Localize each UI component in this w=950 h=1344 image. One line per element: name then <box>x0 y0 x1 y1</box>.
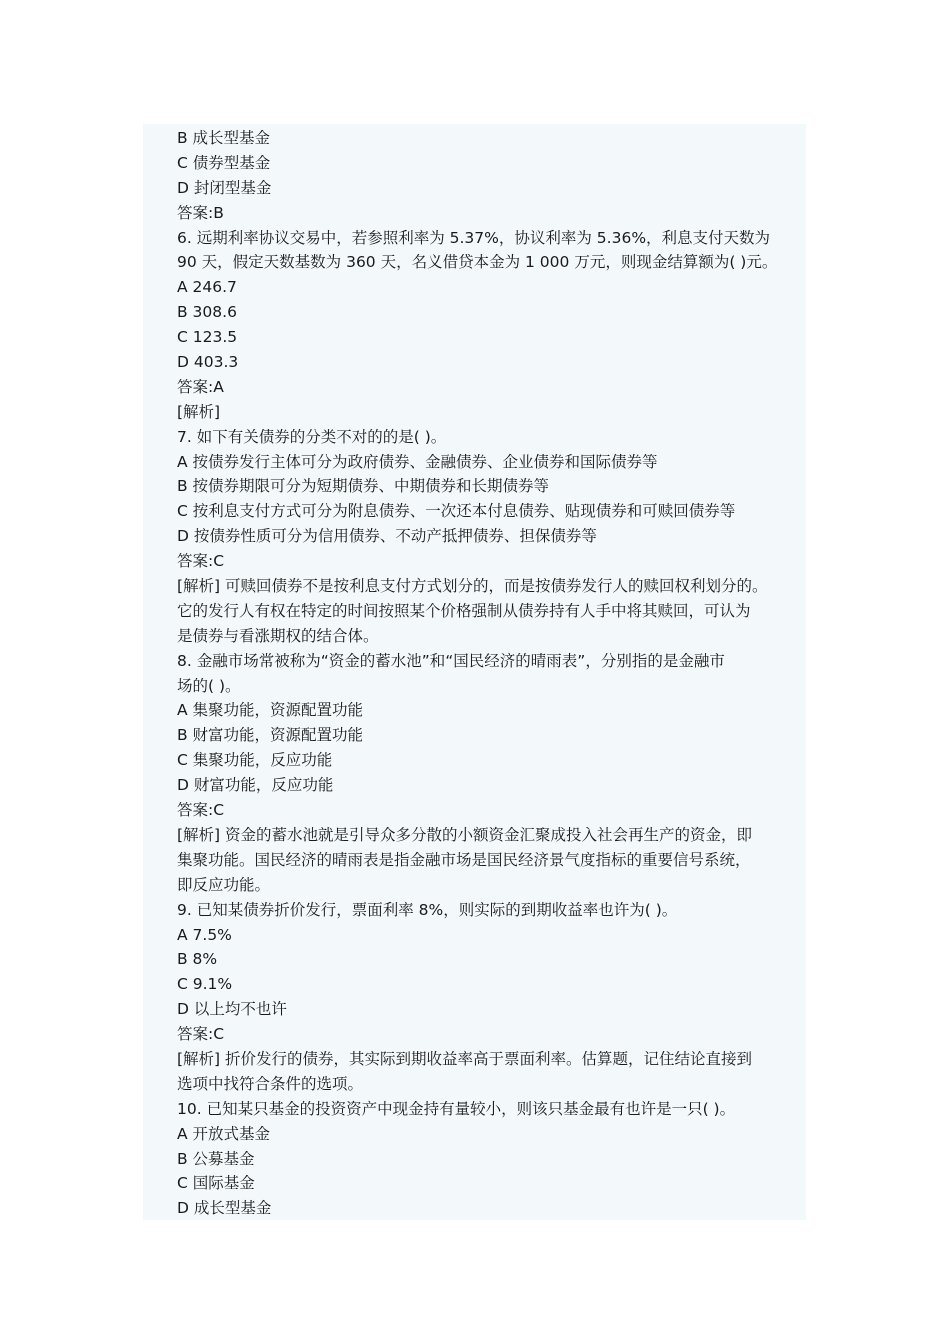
question-line: 6. 远期利率协议交易中，若参照利率为 5.37%，协议利率为 5.36%，利息支付天数为 <box>177 228 771 247</box>
option-line: B 308.6 <box>177 303 237 322</box>
option-line: B 成长型基金 <box>177 129 271 147</box>
option-line: D 封闭型基金 <box>177 178 272 197</box>
option-line: A 246.7 <box>177 278 237 297</box>
answer-line: 答案:C <box>177 1025 225 1044</box>
option-line: C 集聚功能，反应功能 <box>177 751 333 770</box>
analysis-line: [解析] 可赎回债券不是按利息支付方式划分的，而是按债券发行人的赎回权利划分的。 <box>177 577 768 596</box>
option-line: D 财富功能，反应功能 <box>177 776 334 795</box>
option-line: B 8% <box>177 950 218 969</box>
option-line: D 以上均不也许 <box>177 1000 287 1019</box>
option-line: A 集聚功能，资源配置功能 <box>177 701 364 720</box>
answer-line: 答案:C <box>177 552 225 571</box>
option-line: A 7.5% <box>177 925 232 944</box>
question-line: 场的( )。 <box>177 676 241 695</box>
option-line: C 9.1% <box>177 975 233 994</box>
option-line: A 开放式基金 <box>177 1124 271 1143</box>
option-line: C 国际基金 <box>177 1174 255 1193</box>
option-line: B 按债券期限可分为短期债券、中期债券和长期债券等 <box>177 477 550 496</box>
document-content <box>177 126 805 1221</box>
option-line: C 按利息支付方式可分为附息债券、一次还本付息债券、贴现债券和可赎回债券等 <box>177 502 736 521</box>
question-line: 9. 已知某债券折价发行，票面利率 8%，则实际的到期收益率也许为( )。 <box>177 900 678 919</box>
option-line: C 123.5 <box>177 328 238 347</box>
question-line: 7. 如下有关债券的分类不对的的是( )。 <box>177 427 447 446</box>
question-line: 90 天，假定天数基数为 360 天，名义借贷本金为 1 000 万元，则现金结算额为( )元。 <box>177 253 778 272</box>
question-line: 8. 金融市场常被称为“资金的蓄水池”和“国民经济的晴雨表”，分别指的是金融市 <box>177 651 725 670</box>
option-line: A 按债券发行主体可分为政府债券、金融债券、企业债券和国际债券等 <box>177 452 658 471</box>
answer-line: 答案:A <box>177 377 224 396</box>
option-line: B 公募基金 <box>177 1149 255 1168</box>
answer-line: 答案:B <box>177 203 224 222</box>
answer-line: 答案:C <box>177 801 225 820</box>
analysis-line: [解析] 折价发行的债券，其实际到期收益率高于票面利率。估算题，记住结论直接到 <box>177 1049 753 1068</box>
option-line: C 债券型基金 <box>177 153 271 172</box>
option-line: D 403.3 <box>177 353 239 372</box>
question-line: 10. 已知某只基金的投资资产中现金持有量较小，则该只基金最有也许是一只( )。 <box>177 1099 736 1118</box>
analysis-line: 它的发行人有权在特定的时间按照某个价格强制从债券持有人手中将其赎回，可认为 <box>177 601 751 620</box>
analysis-line: 是债券与看涨期权的结合体。 <box>177 626 379 645</box>
option-line: D 按债券性质可分为信用债券、不动产抵押债券、担保债券等 <box>177 527 597 546</box>
analysis-line: [解析] <box>177 402 221 421</box>
option-line: D 成长型基金 <box>177 1199 272 1218</box>
analysis-line: [解析] 资金的蓄水池就是引导众多分散的小额资金汇聚成投入社会再生产的资金，即 <box>177 825 753 844</box>
analysis-line: 集聚功能。国民经济的晴雨表是指金融市场是国民经济景气度指标的重要信号系统， <box>177 850 751 869</box>
analysis-line: 选项中找符合条件的选项。 <box>177 1074 364 1093</box>
option-line: B 财富功能，资源配置功能 <box>177 726 364 745</box>
analysis-line: 即反应功能。 <box>177 875 271 894</box>
